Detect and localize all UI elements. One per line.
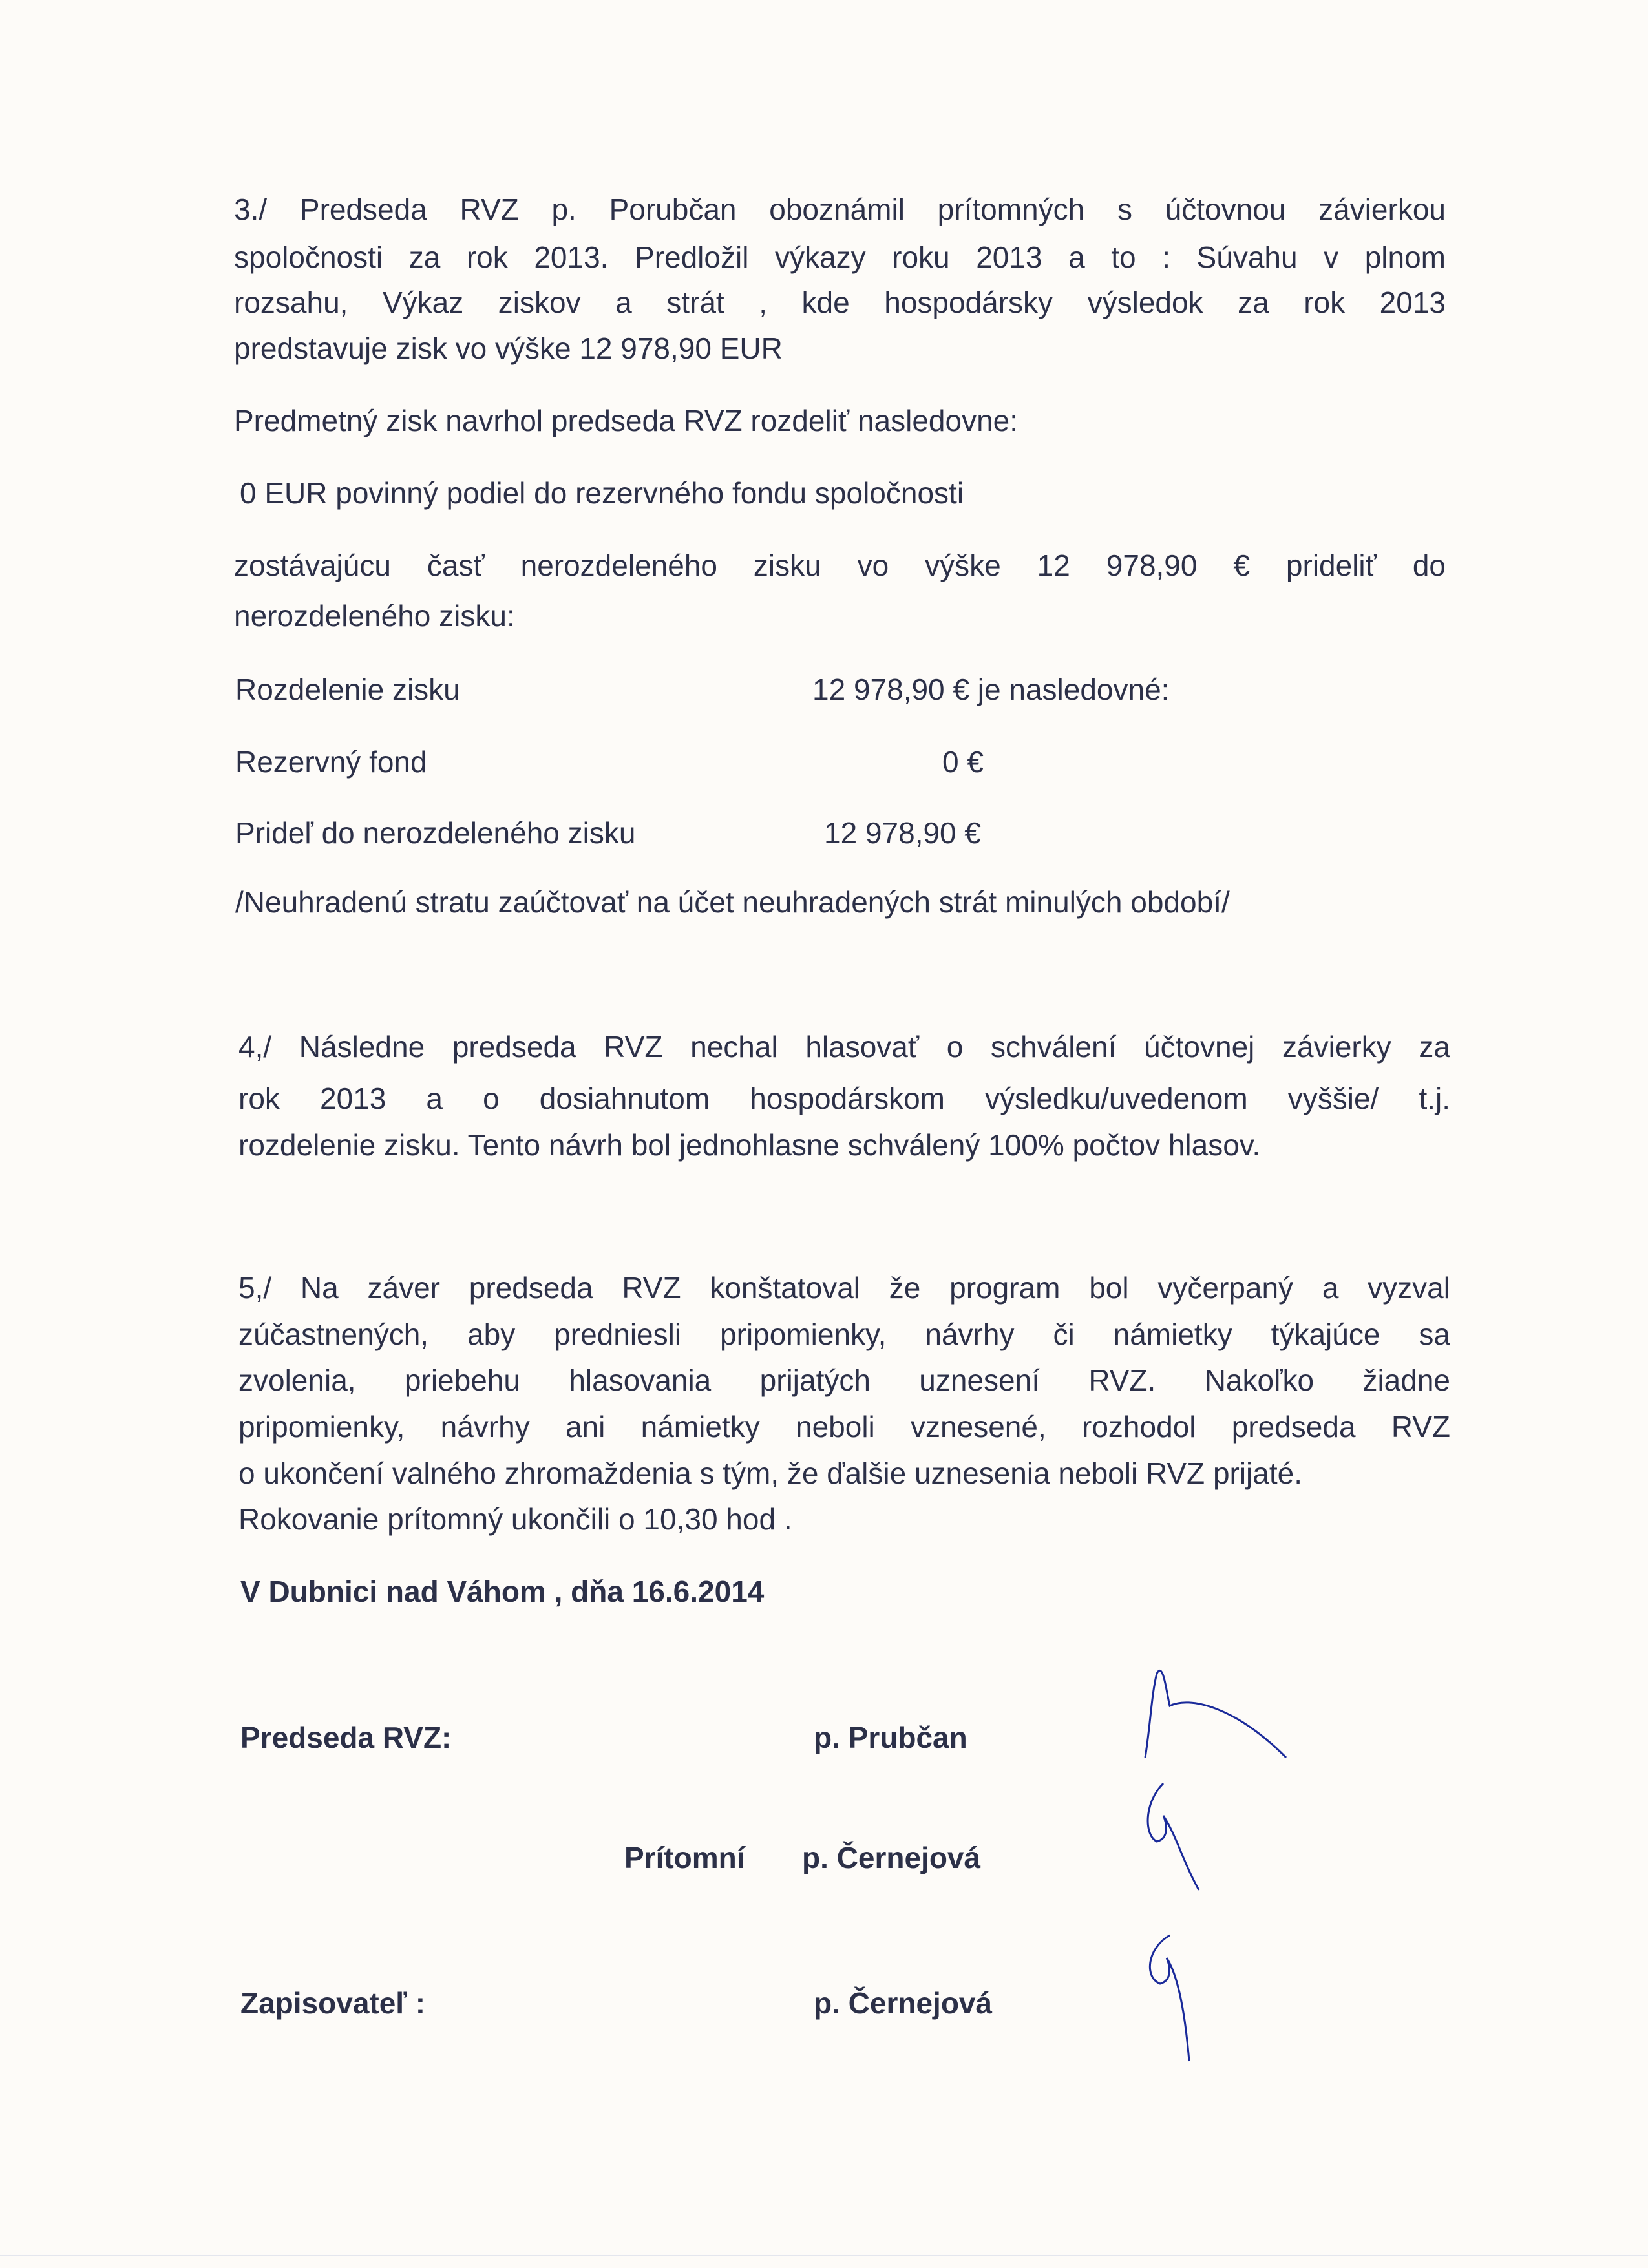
- reserve-fund-text: 0 EUR povinný podiel do rezervného fondu spoločnosti: [240, 476, 964, 510]
- section4-line: rozdelenie zisku. Tento návrh bol jednohlasne schválený 100% počtov hlasov.: [238, 1128, 1261, 1162]
- recorder-role: Zapisovateľ :: [240, 1986, 426, 2020]
- remaining-profit-line: nerozdeleného zisku:: [234, 599, 515, 633]
- recorder-signature: [1131, 1926, 1234, 2068]
- section4-line: 4,/ Následne predseda RVZ nechal hlasovať o schválení účtovnej závierky za: [238, 1030, 1450, 1064]
- distribution-label: Rozdelenie zisku: [235, 673, 460, 706]
- present-signature: [1131, 1777, 1234, 1893]
- section5-line: 5,/ Na záver predseda RVZ konštatoval že program bol vyčerpaný a vyzval: [238, 1271, 1450, 1305]
- reserve-fund-label: Rezervný fond: [235, 745, 427, 779]
- place-date: V Dubnici nad Váhom , dňa 16.6.2014: [240, 1575, 765, 1608]
- present-name: p. Černejová: [802, 1841, 981, 1874]
- section3-line: spoločnosti za rok 2013. Predložil výkazy roku 2013 a to : Súvahu v plnom: [234, 240, 1446, 274]
- section4-line: rok 2013 a o dosiahnutom hospodárskom výsledku/uvedenom vyššie/ t.j.: [238, 1082, 1450, 1115]
- present-role: Prítomní: [624, 1841, 745, 1874]
- chairman-signature: [1137, 1661, 1305, 1764]
- section5-line: pripomienky, návrhy ani námietky neboli vznesené, rozhodol predseda RVZ: [238, 1410, 1450, 1444]
- loss-note: /Neuhradenú stratu zaúčtovať na účet neuhradených strát minulých období/: [235, 885, 1230, 919]
- recorder-name: p. Černejová: [814, 1986, 993, 2020]
- distribution-value: 12 978,90 € je nasledovné:: [812, 673, 1170, 706]
- section5-line: o ukončení valného zhromaždenia s tým, že ďalšie uznesenia neboli RVZ prijaté.: [238, 1456, 1303, 1490]
- section5-line: zúčastnených, aby predniesli pripomienky, návrhy či námietky týkajúce sa: [238, 1318, 1450, 1351]
- section3-line: 3./ Predseda RVZ p. Porubčan oboznámil prítomných s účtovnou závierkou: [234, 193, 1446, 226]
- retained-earnings-label: Prideľ do nerozdeleného zisku: [235, 816, 636, 850]
- remaining-profit-line: zostávajúcu časť nerozdeleného zisku vo výške 12 978,90 € prideliť do: [234, 549, 1446, 582]
- section3-line: rozsahu, Výkaz ziskov a strát , kde hospodársky výsledok za rok 2013: [234, 286, 1446, 319]
- retained-earnings-value: 12 978,90 €: [824, 816, 982, 850]
- proposal-text: Predmetný zisk navrhol predseda RVZ rozdeliť nasledovne:: [234, 404, 1019, 437]
- reserve-fund-value: 0 €: [942, 745, 984, 779]
- chairman-name: p. Prubčan: [814, 1721, 967, 1754]
- section5-line: Rokovanie prítomný ukončili o 10,30 hod .: [238, 1502, 792, 1536]
- chairman-role: Predseda RVZ:: [240, 1721, 452, 1754]
- page-edge: [0, 2255, 1648, 2256]
- section3-line: predstavuje zisk vo výške 12 978,90 EUR: [234, 331, 783, 365]
- section5-line: zvolenia, priebehu hlasovania prijatých uznesení RVZ. Nakoľko žiadne: [238, 1363, 1450, 1397]
